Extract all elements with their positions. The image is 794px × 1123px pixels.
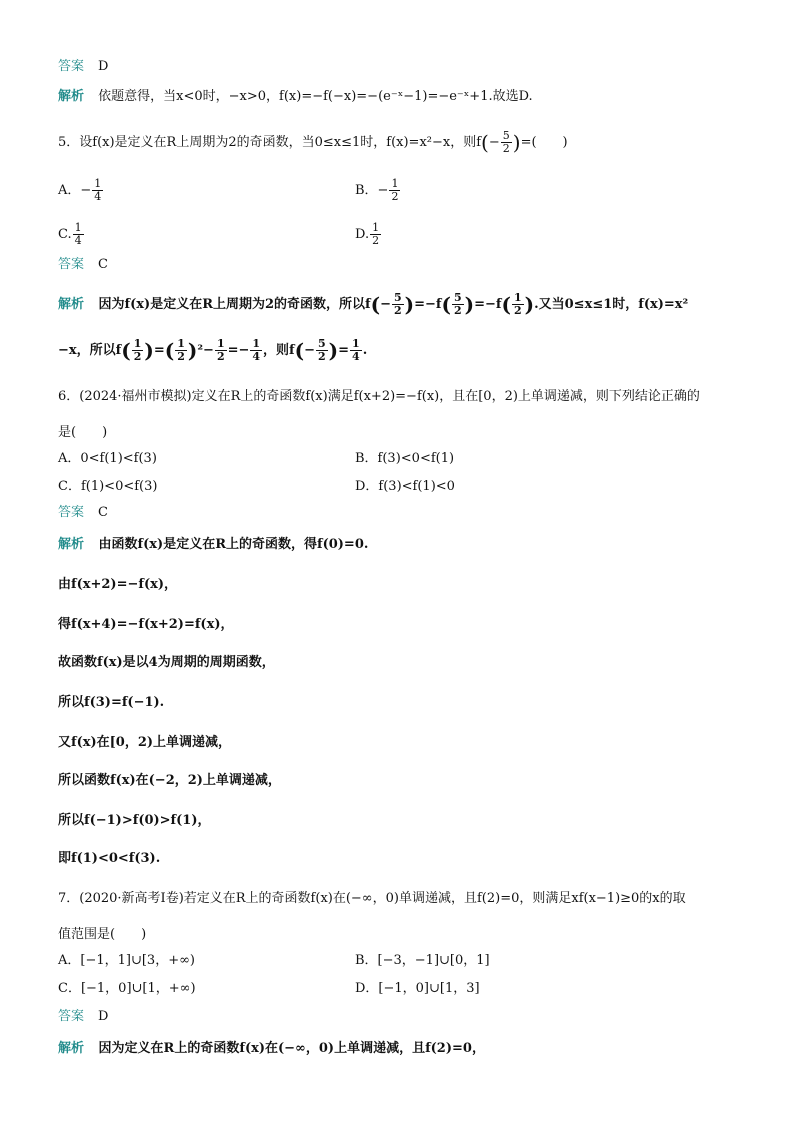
- q6-option-d: D．f(3)<f(1)<0: [355, 479, 455, 494]
- analysis-step: 所以f(−1)>f(0)>f(1)，: [58, 813, 211, 828]
- question-7-stem-line-1: 7．(2020·新高考Ⅰ卷)若定义在R上的奇函数f(x)在(−∞，0)单调递减，且f(2)=0，则满足xf(x−1)≥0的x的取: [58, 891, 686, 906]
- analysis-label: 解析: [58, 297, 85, 312]
- paren-close: ): [512, 130, 521, 155]
- analysis-label: 解析: [58, 537, 85, 552]
- q5-option-b: B．− $\frac{1}{2}$: [355, 177, 399, 203]
- fraction: $\frac{1}{2}$: [391, 177, 399, 203]
- analysis-step: 得f(x+4)=−f(x+2)=f(x)，: [58, 617, 234, 632]
- question-5-stem: 5．设f(x)是定义在R上周期为2的奇函数，当0≤x≤1时，f(x)=x²−x，则f(− $\frac{5}{2}$ )=( ): [58, 129, 568, 155]
- fraction: $\frac{5}{2}$: [318, 337, 326, 363]
- answer-value: D: [98, 59, 109, 74]
- answer-value: D: [98, 1009, 109, 1024]
- q5-option-a: A．− $\frac{1}{4}$: [58, 177, 102, 203]
- question-7-stem-line-2: 值范围是( ): [58, 927, 147, 942]
- q7-option-c: C．[−1，0]∪[1，+∞): [58, 981, 196, 996]
- fraction: $\frac{1}{4}$: [74, 221, 82, 247]
- fraction: $\frac{1}{4}$: [94, 177, 102, 203]
- analysis-step: 即f(1)<0<f(3).: [58, 851, 161, 866]
- analysis-step: 所以函数f(x)在(−2，2)上单调递减，: [58, 773, 281, 788]
- q6-option-a: A．0<f(1)<f(3): [58, 451, 157, 466]
- analysis-step: 又f(x)在[0，2)上单调递减，: [58, 735, 232, 750]
- question-6-stem-line-2: 是( ): [58, 425, 108, 440]
- answer-row: [58, 504, 108, 522]
- q5-stem-b: =( ): [520, 135, 568, 150]
- answer-value: C: [98, 505, 108, 520]
- q5-option-c: C. $\frac{1}{4}$: [58, 221, 82, 247]
- fraction: $\frac{5}{2}$: [454, 291, 462, 317]
- question-6-stem-line-1: 6．(2024·福州市模拟)定义在R上的奇函数f(x)满足f(x+2)=−f(x)，且在[0，2)上单调递减，则下列结论正确的: [58, 389, 700, 404]
- analysis-step: 所以f(3)=f(−1).: [58, 695, 165, 710]
- answer-label: 答案: [58, 1009, 85, 1024]
- fraction: $\frac{1}{2}$: [177, 337, 185, 363]
- analysis-label: 解析: [58, 1041, 85, 1056]
- fraction: $\frac{1}{2}$: [133, 337, 142, 363]
- q7-option-a: A．[−1，1]∪[3，+∞): [58, 953, 195, 968]
- answer-value: C: [98, 257, 108, 272]
- q5-stem-a: 5．设f(x)是定义在R上周期为2的奇函数，当0≤x≤1时，f(x)=x²−x，则f: [58, 135, 482, 150]
- q6-option-b: B．f(3)<0<f(1): [355, 451, 455, 466]
- answer-label: 答案: [58, 257, 85, 272]
- analysis-step: 由f(x+2)=−f(x)，: [58, 577, 178, 592]
- answer-label: 答案: [58, 59, 85, 74]
- fraction: $\frac{5}{2}$: [394, 291, 402, 317]
- analysis-row: [58, 1040, 485, 1058]
- analysis-step: 故函数f(x)是以4为周期的周期函数，: [58, 655, 275, 670]
- q6-option-c: C．f(1)<0<f(3): [58, 479, 158, 494]
- answer-row: [58, 58, 108, 76]
- answer-row: [58, 256, 108, 274]
- analysis-step: 由函数f(x)是定义在R上的奇函数，得f(0)=0.: [98, 537, 369, 552]
- answer-label: 答案: [58, 505, 85, 520]
- fraction: $\frac{1}{2}$: [513, 291, 522, 317]
- analysis-text: 依题意得，当x<0时，−x>0，f(x)=−f(−x)=−(e⁻ˣ−1)=−e⁻ˣ+1.故选D.: [98, 89, 533, 104]
- q5-option-d: D. $\frac{1}{2}$: [355, 221, 380, 247]
- fraction: $\frac{1}{2}$: [372, 221, 380, 247]
- analysis-label: 解析: [58, 89, 85, 104]
- fraction: $\frac{1}{4}$: [352, 337, 360, 363]
- analysis-row: 解析 因为f(x)是定义在R上周期为2的奇函数，所以f(− $\frac{5}{2}$ )=−f( $\frac{5}{2}$ )=−f( $\frac{1}{2}$ ).又当0≤x≤1时，f(x)=x²: [58, 291, 689, 317]
- answer-row: [58, 1008, 108, 1026]
- analysis-row: [58, 88, 533, 106]
- fraction: $\frac{1}{4}$: [252, 337, 261, 363]
- fraction: $\frac{1}{2}$: [216, 337, 225, 363]
- fraction: $\frac{5}{2}$: [502, 129, 510, 155]
- paren-open: (: [481, 130, 489, 155]
- analysis-text: 因为定义在R上的奇函数f(x)在(−∞，0)上单调递减，且f(2)=0，: [98, 1041, 485, 1056]
- analysis-row-continued: −x，所以f( $\frac{1}{2}$ )=( $\frac{1}{2}$ )²− $\frac{1}{2}$ =− $\frac{1}{4}$ ，则f(− $\frac{5}{2}$ )= $\frac{1}{4}$ .: [58, 337, 368, 363]
- analysis-row: [58, 536, 368, 554]
- q7-option-d: D．[−1，0]∪[1，3]: [355, 981, 480, 996]
- q7-option-b: B．[−3，−1]∪[0，1]: [355, 953, 490, 968]
